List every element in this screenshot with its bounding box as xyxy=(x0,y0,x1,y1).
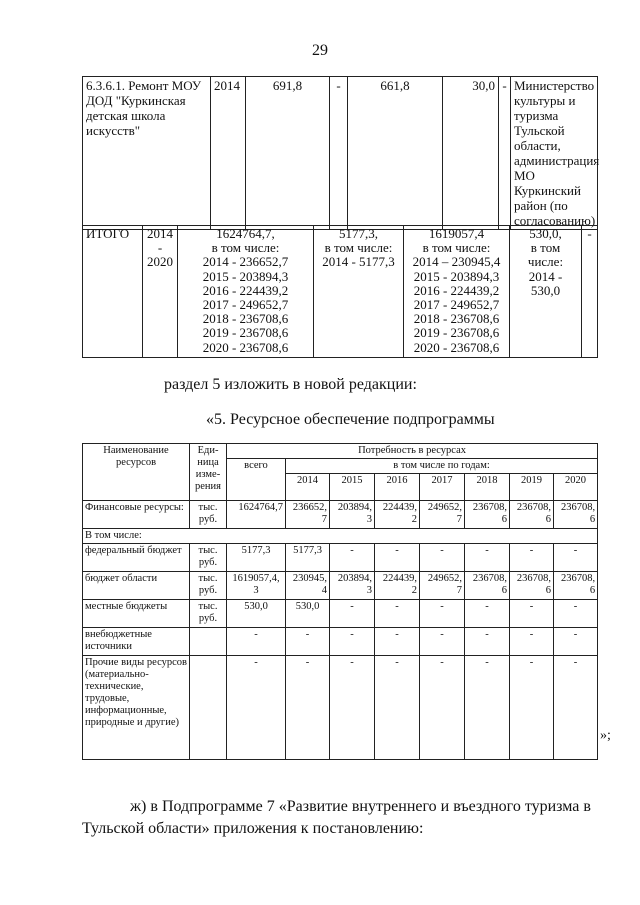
row-value: 224439, 2 xyxy=(375,501,420,529)
row-value: 203894, 3 xyxy=(330,501,375,529)
table-row xyxy=(83,501,598,529)
row-value: 236708, 6 xyxy=(465,572,510,600)
row-value: - xyxy=(286,628,330,656)
row-value: - xyxy=(420,628,465,656)
header-unit: Еди- ница изме- рения xyxy=(190,444,227,501)
row-value: 230945, 4 xyxy=(286,572,330,600)
row-unit xyxy=(190,628,227,656)
paragraph-zh-line1: ж) в Подпрограмме 7 «Развитие внутреннего и въездного туризма в xyxy=(130,798,591,815)
itogo-federal: 5177,3, в том числе: 2014 - 5177,3 xyxy=(314,226,404,358)
itogo-regional: 1619057,4 в том числе: 2014 – 230945,4 2015 - 203894,3 2016 - 224439,2 2017 - 249652,7 2018 - 236708,6 2019 - 236708,6 2020 - 236708,6 xyxy=(404,226,510,358)
row-name: Прочие виды ресурсов (материально-технические, трудовые, информационные, природные и другие) xyxy=(83,656,190,760)
header-year: 2016 xyxy=(375,474,420,501)
row-unit xyxy=(190,656,227,760)
paragraph-zh-line2: Тульской области» приложения к постановлению: xyxy=(82,820,424,837)
row-total: 530,0 xyxy=(227,600,286,628)
header-year: 2018 xyxy=(465,474,510,501)
row-value: 249652, 7 xyxy=(420,501,465,529)
table-row xyxy=(83,572,598,600)
row-value: - xyxy=(420,544,465,572)
itogo-years: 2014 - 2020 xyxy=(143,226,178,358)
row-total: - xyxy=(227,656,286,760)
row-value: - xyxy=(330,544,375,572)
row-value: - xyxy=(330,628,375,656)
row-value: - xyxy=(554,600,598,628)
itogo-total: 1624764,7, в том числе: 2014 - 236652,7 2015 - 203894,3 2016 - 224439,2 2017 - 249652,7 2018 - 236708,6 2019 - 236708,6 2020 - 236708,6 xyxy=(178,226,314,358)
row-subheading: В том числе: xyxy=(83,529,598,544)
row-value: - xyxy=(554,544,598,572)
row-name: Финансовые ресурсы: xyxy=(83,501,190,529)
row-value: - xyxy=(510,656,554,760)
header-year: 2014 xyxy=(286,474,330,501)
itogo-local: 530,0, в том числе: 2014 - 530,0 xyxy=(510,226,582,358)
row-value: - xyxy=(510,628,554,656)
itogo-other: - xyxy=(582,226,598,358)
activity-year: 2014 xyxy=(211,77,246,230)
row-total: 1619057,4, 3 xyxy=(227,572,286,600)
row-value: - xyxy=(330,600,375,628)
row-value: 249652, 7 xyxy=(420,572,465,600)
resources-table xyxy=(82,443,598,760)
header-need: Потребность в ресурсах xyxy=(227,444,598,459)
row-value: - xyxy=(375,544,420,572)
activity-total: 691,8 xyxy=(246,77,330,230)
header-year: 2020 xyxy=(554,474,598,501)
row-name: внебюджетные источники xyxy=(83,628,190,656)
activity-local: 30,0 xyxy=(443,77,499,230)
row-value: - xyxy=(465,600,510,628)
program-row-table xyxy=(82,76,598,230)
itogo-table xyxy=(82,225,598,358)
header-year: 2017 xyxy=(420,474,465,501)
row-value: - xyxy=(375,600,420,628)
table-row xyxy=(83,600,598,628)
activity-other: - xyxy=(499,77,511,230)
row-total: - xyxy=(227,628,286,656)
table-row xyxy=(83,529,598,544)
row-unit: тыс. руб. xyxy=(190,572,227,600)
row-value: - xyxy=(420,600,465,628)
closing-quote: »; xyxy=(600,728,611,743)
row-value: 530,0 xyxy=(286,600,330,628)
activity-name: 6.3.6.1. Ремонт МОУ ДОД "Куркинская детская школа искусств" xyxy=(83,77,211,230)
header-year: 2019 xyxy=(510,474,554,501)
row-value: - xyxy=(510,544,554,572)
row-value: - xyxy=(554,656,598,760)
table-row xyxy=(83,656,598,760)
activity-executor: Министерство культуры и туризма Тульской области, администрация МО Куркинский район (по согласованию) xyxy=(511,77,598,230)
row-value: 236708, 6 xyxy=(510,572,554,600)
row-name: федеральный бюджет xyxy=(83,544,190,572)
activity-regional: 661,8 xyxy=(348,77,443,230)
row-value: - xyxy=(465,656,510,760)
row-value: 5177,3 xyxy=(286,544,330,572)
row-value: 236708, 6 xyxy=(465,501,510,529)
row-value: 236708, 6 xyxy=(554,572,598,600)
row-value: 236652, 7 xyxy=(286,501,330,529)
activity-federal: - xyxy=(330,77,348,230)
page-number: 29 xyxy=(312,42,328,59)
row-value: 203894, 3 xyxy=(330,572,375,600)
header-total: всего xyxy=(227,459,286,501)
row-value: - xyxy=(375,656,420,760)
row-value: - xyxy=(286,656,330,760)
row-value: - xyxy=(465,628,510,656)
row-value: - xyxy=(465,544,510,572)
itogo-label: ИТОГО xyxy=(83,226,143,358)
section5-instruction: раздел 5 изложить в новой редакции: xyxy=(164,376,417,393)
table-row xyxy=(83,544,598,572)
row-value: - xyxy=(375,628,420,656)
header-years-group: в том числе по годам: xyxy=(286,459,598,474)
row-value: - xyxy=(510,600,554,628)
row-value: - xyxy=(554,628,598,656)
row-value: - xyxy=(420,656,465,760)
row-name: местные бюджеты xyxy=(83,600,190,628)
table-row xyxy=(83,77,598,230)
table-header-row xyxy=(83,444,598,459)
row-name: бюджет области xyxy=(83,572,190,600)
header-year: 2015 xyxy=(330,474,375,501)
row-value: - xyxy=(330,656,375,760)
row-total: 5177,3 xyxy=(227,544,286,572)
table-row xyxy=(83,628,598,656)
header-resource-name: Наименование ресурсов xyxy=(83,444,190,501)
row-value: 236708, 6 xyxy=(554,501,598,529)
table-row xyxy=(83,226,598,358)
row-value: 236708, 6 xyxy=(510,501,554,529)
row-value: 224439, 2 xyxy=(375,572,420,600)
row-unit: тыс. руб. xyxy=(190,600,227,628)
row-unit: тыс. руб. xyxy=(190,501,227,529)
row-unit: тыс. руб. xyxy=(190,544,227,572)
row-total: 1624764,7 xyxy=(227,501,286,529)
section5-heading: «5. Ресурсное обеспечение подпрограммы xyxy=(206,411,495,428)
